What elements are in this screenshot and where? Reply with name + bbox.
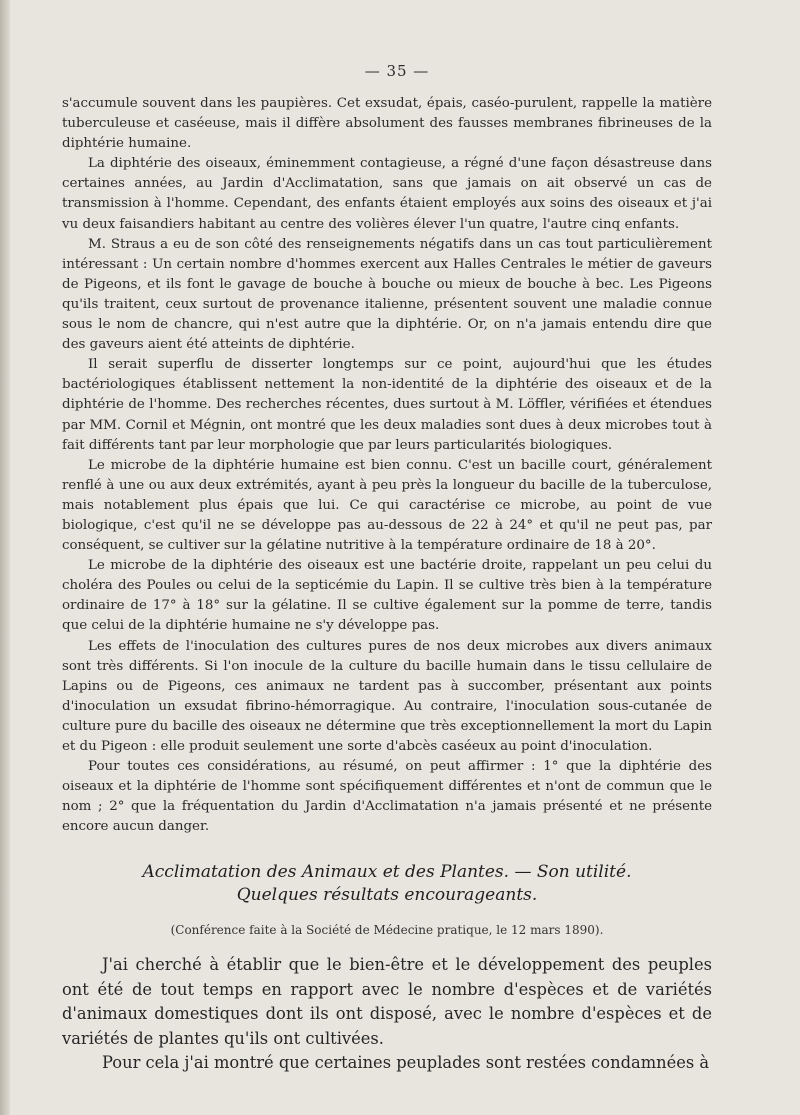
body-text	[62, 94, 712, 837]
page-content	[62, 62, 712, 1076]
paragraph: Il serait superflu de disserter longtemps sur ce point, aujourd'hui que les études bactériologiques établissent nettement la non-identité de la diphtérie des oiseaux et de la diphtérie de l'homme. Des recherches récentes, dues surtout à M. Löffler, vérifiées et étendues par MM. Cornil et Mégnin, ont montré que les deux maladies sont dues à deux microbes tout à fait différents tant par leur morphologie que par leurs particularités biologiques.	[62, 357, 712, 453]
paragraph: Les effets de l'inoculation des cultures pures de nos deux microbes aux divers animaux sont très différents. Si l'on inocule de la culture du bacille humain dans le tissu cellulaire de Lapins ou de Pigeons, ces animaux ne tardent pas à succomber, présentant aux points d'inoculation un exsudat fibrino-hémorragique. Au contraire, l'inoculation sous-cutanée de culture pure du bacille des oiseaux ne détermine que très exceptionnellement la mort du Lapin et du Pigeon : elle produit seulement une sorte d'abcès caséeux au point d'inoculation.	[62, 638, 712, 754]
section-title-line-2: Quelques résultats encourageants.	[236, 885, 538, 906]
section-title-line-1: Acclimatation des Animaux et des Plantes. — Son utilité.	[142, 862, 632, 883]
lecture-paragraph: Pour cela j'ai montré que certaines peuplades sont restées condamnées à	[102, 1053, 710, 1073]
lecture-paragraph: J'ai cherché à établir que le bien-être et le développement des peuples ont été de tout temps en rapport avec le nombre d'espèces et de variétés d'animaux domestiques dont ils ont disposé, avec le nombre d'espèces et de variétés de plantes qu'ils ont cultivées.	[62, 955, 712, 1048]
binding-gutter	[0, 0, 10, 1115]
paragraph: Pour toutes ces considérations, au résumé, on peut affirmer : 1° que la diphtérie des oiseaux et la diphtérie de l'homme sont spécifiquement différentes et n'ont de commun que le nom ; 2° que la fréquentation du Jardin d'Acclimatation n'a jamais présenté et ne présente encore aucun danger.	[62, 759, 712, 835]
page-number: — 35 —	[364, 62, 430, 80]
paragraph: s'accumule souvent dans les paupières. Cet exsudat, épais, caséo-purulent, rappelle la matière tuberculeuse et caséeuse, mais il diffère absolument des fausses membranes fibrineuses de la diphtérie humaine.	[62, 96, 712, 152]
lecture-text	[62, 953, 712, 1076]
section-title	[62, 861, 712, 907]
paragraph: M. Straus a eu de son côté des renseignements négatifs dans un cas tout particulièrement intéressant : Un certain nombre d'hommes exercent aux Halles Centrales le métier de gaveurs de Pigeons, et ils font le gavage de bouche à bouche ou mieux de bouche à bec. Les Pigeons qu'ils traitent, ceux surtout de provenance italienne, présentent souvent une maladie connue sous le nom de chancre, qui n'est autre que la diphtérie. Or, on n'a jamais entendu dire que des gaveurs aient été atteints de diphtérie.	[62, 236, 712, 353]
paragraph: Le microbe de la diphtérie humaine est bien connu. C'est un bacille court, généralement renflé à une ou aux deux extrémités, ayant à peu près la longueur du bacille de la tuberculose, mais notablement plus épais que lui. Ce qui caractérise ce microbe, au point de vue biologique, c'est qu'il ne se développe pas au-dessous de 22 à 24° et qu'il ne peut pas, par conséquent, se cultiver sur la gélatine nutritive à la température ordinaire de 18 à 20°.	[62, 457, 712, 554]
section-subtitle: (Conférence faite à la Société de Médecine pratique, le 12 mars 1890).	[170, 923, 604, 938]
paragraph: La diphtérie des oiseaux, éminemment contagieuse, a régné d'une façon désastreuse dans certaines années, au Jardin d'Acclimatation, sans que jamais on ait observé un cas de transmission à l'homme. Cependant, des enfants étaient employés aux soins des oiseaux et j'ai vu deux faisandiers habitant au centre des volières élever l'un quatre, l'autre cinq enfants.	[62, 156, 712, 232]
paragraph: Le microbe de la diphtérie des oiseaux est une bactérie droite, rappelant un peu celui du choléra des Poules ou celui de la septicémie du Lapin. Il se cultive très bien à la température ordinaire de 17° à 18° sur la gélatine. Il se cultive également sur la pomme de terre, tandis que celui de la diphtérie humaine ne s'y développe pas.	[62, 558, 712, 634]
